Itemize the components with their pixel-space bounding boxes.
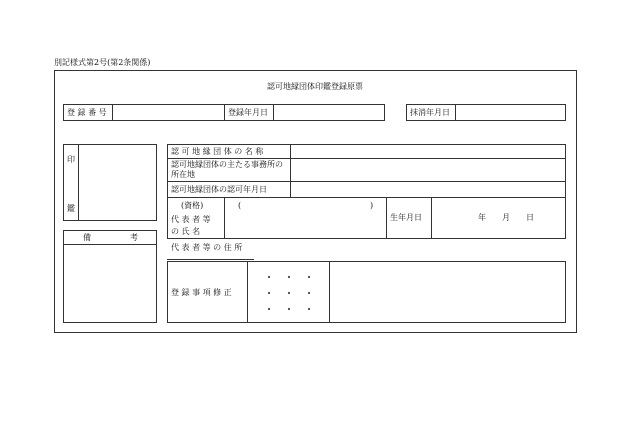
day-unit: 日 — [526, 213, 534, 222]
cancel-date-label: 抹消年月日 — [410, 108, 450, 117]
registration-date-label: 登録年月日 — [228, 108, 268, 117]
registration-date-field[interactable] — [274, 105, 384, 120]
remarks-label-left: 備 — [83, 233, 91, 242]
org-name-field[interactable] — [291, 145, 565, 158]
paren-close: ) — [370, 201, 374, 210]
org-name-label: 認 可 地 縁 団 体 の 名 称 — [171, 147, 264, 156]
year-unit: 年 — [478, 213, 486, 222]
birth-date-field[interactable] — [432, 198, 565, 238]
office-location-label-line1: 認可地縁団体の主たる事務所の — [171, 160, 283, 169]
birth-date-label: 生年月日 — [390, 213, 422, 222]
correction-field[interactable] — [330, 262, 565, 322]
correction-label: 登 録 事 項 修 正 — [171, 288, 232, 297]
representative-label-line1: 代 表 者 等 — [171, 215, 211, 224]
approval-date-label: 認可地縁団体の認可年月日 — [171, 185, 267, 194]
registration-number-label: 登 録 番 号 — [67, 108, 107, 117]
approval-date-field[interactable] — [291, 182, 565, 197]
form-title: 認可地縁団体印鑑登録原票 — [267, 82, 363, 91]
qualification-label: (資格) — [181, 201, 204, 210]
seal-label-top: 印 — [67, 155, 75, 164]
representative-address-field[interactable] — [255, 240, 566, 260]
office-location-label-line2: 所在地 — [171, 170, 195, 179]
form-reference: 別記様式第2号(第2条関係) — [54, 58, 151, 67]
seal-impression-area[interactable] — [79, 145, 156, 220]
office-location-field[interactable] — [291, 159, 565, 181]
month-unit: 月 — [502, 213, 510, 222]
cancel-date-field[interactable] — [456, 105, 565, 120]
representative-address-label: 代 表 者 等 の 住 所 — [171, 243, 243, 252]
remarks-label-right: 考 — [130, 233, 138, 242]
paren-open: ( — [238, 201, 242, 210]
registration-number-field[interactable] — [113, 105, 224, 120]
representative-name-field[interactable] — [225, 198, 386, 238]
seal-label-bottom: 鑑 — [67, 204, 75, 213]
representative-label-line2: の 氏 名 — [171, 227, 201, 236]
remarks-area[interactable] — [64, 245, 156, 322]
